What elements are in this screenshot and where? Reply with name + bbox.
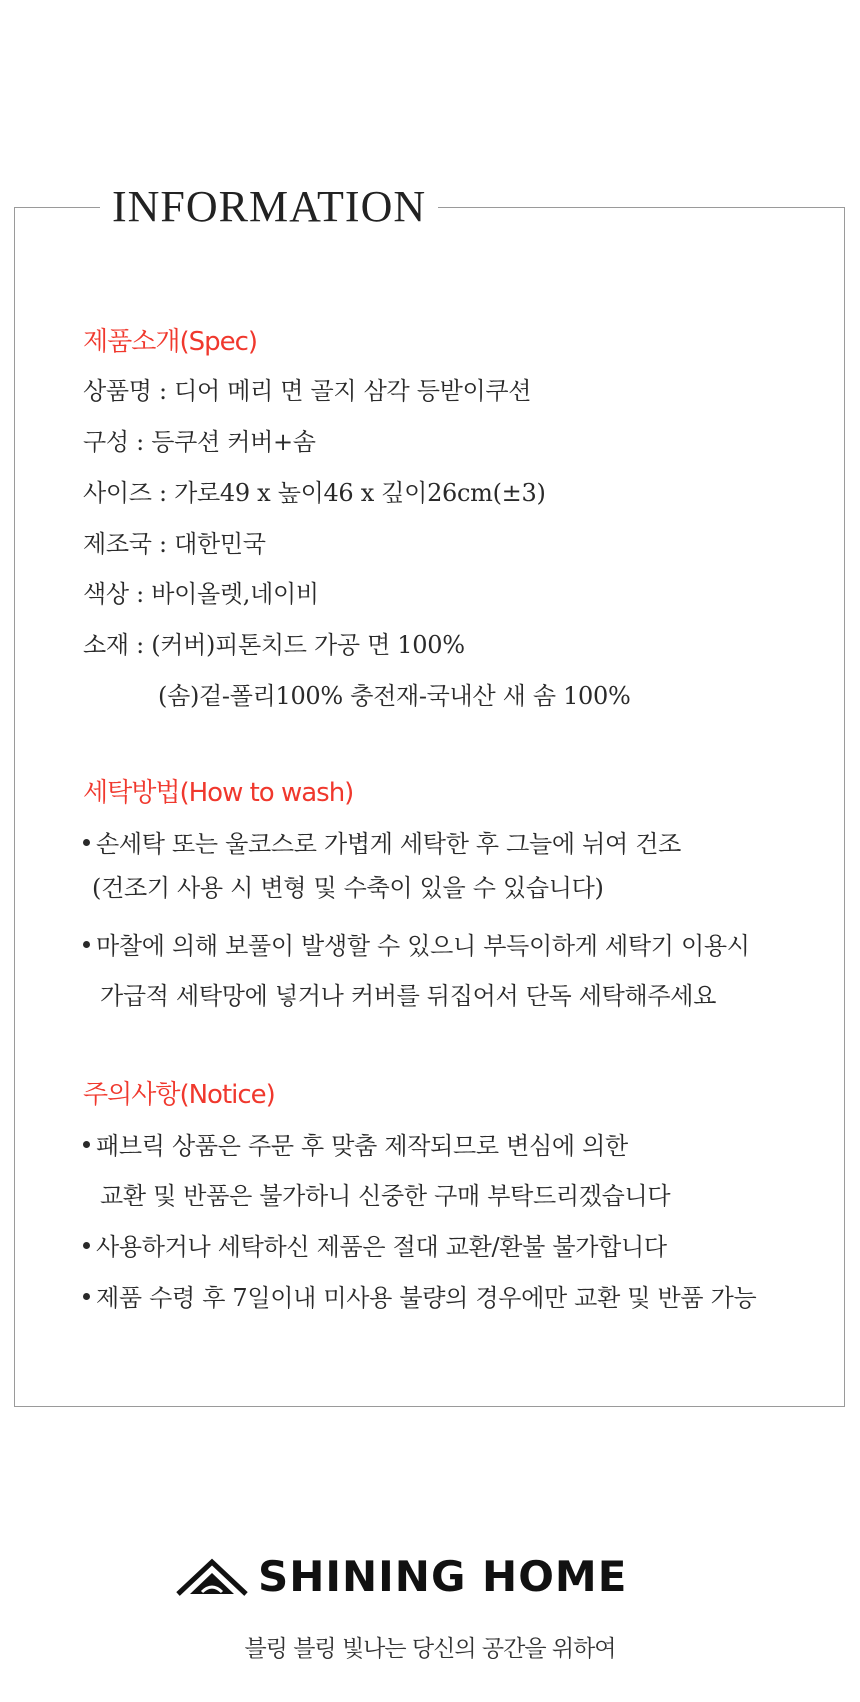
wash-instruction-2: 마찰에 의해 보풀이 발생할 수 있으니 부득이하게 세탁기 이용시 (83, 930, 750, 962)
notice-item-2: 사용하거나 세탁하신 제품은 절대 교환/환불 불가합니다 (83, 1231, 667, 1263)
bullet-icon (83, 1293, 90, 1300)
bullet-icon (83, 941, 90, 948)
information-title: INFORMATION (100, 180, 438, 234)
spec-product-name: 상품명 : 디어 메리 면 골지 삼각 등받이쿠션 (83, 377, 532, 405)
bullet-icon (83, 1141, 90, 1148)
spec-material-cover: 소재 : (커버)피톤치드 가공 면 100% (83, 631, 465, 659)
bullet-icon (83, 1242, 90, 1249)
wash-instruction-1-note: (건조기 사용 시 변형 및 수축이 있을 수 있습니다) (92, 874, 604, 902)
house-roof-logo-icon (176, 1556, 248, 1598)
spec-color: 색상 : 바이올렛,네이비 (83, 580, 319, 608)
notice-item-3: 제품 수령 후 7일이내 미사용 불량의 경우에만 교환 및 반품 가능 (83, 1282, 756, 1314)
spec-heading: 제품소개(Spec) (83, 327, 258, 357)
notice-item-1: 패브릭 상품은 주문 후 맞춤 제작되므로 변심에 의한 (83, 1130, 628, 1162)
spec-size: 사이즈 : 가로49 x 높이46 x 깊이26cm(±3) (83, 479, 546, 507)
wash-instruction-1: 손세탁 또는 울코스로 가볍게 세탁한 후 그늘에 뉘여 건조 (83, 828, 681, 860)
notice-heading: 주의사항(Notice) (83, 1080, 275, 1110)
wash-heading: 세탁방법(How to wash) (83, 778, 354, 808)
spec-material-filling: (솜)겉-폴리100% 충전재-국내산 새 솜 100% (158, 682, 631, 710)
brand-name: SHINING HOME (258, 1552, 628, 1601)
brand-tagline: 블링 블링 빛나는 당신의 공간을 위하여 (244, 1636, 616, 1662)
bullet-icon (83, 839, 90, 846)
notice-item-1-cont: 교환 및 반품은 불가하니 신중한 구매 부탁드리겠습니다 (100, 1182, 671, 1210)
spec-origin: 제조국 : 대한민국 (83, 530, 266, 558)
spec-composition: 구성 : 등쿠션 커버+솜 (83, 428, 316, 456)
brand-logo-block (176, 1550, 676, 1604)
wash-instruction-2-cont: 가급적 세탁망에 넣거나 커버를 뒤집어서 단독 세탁해주세요 (100, 982, 717, 1010)
